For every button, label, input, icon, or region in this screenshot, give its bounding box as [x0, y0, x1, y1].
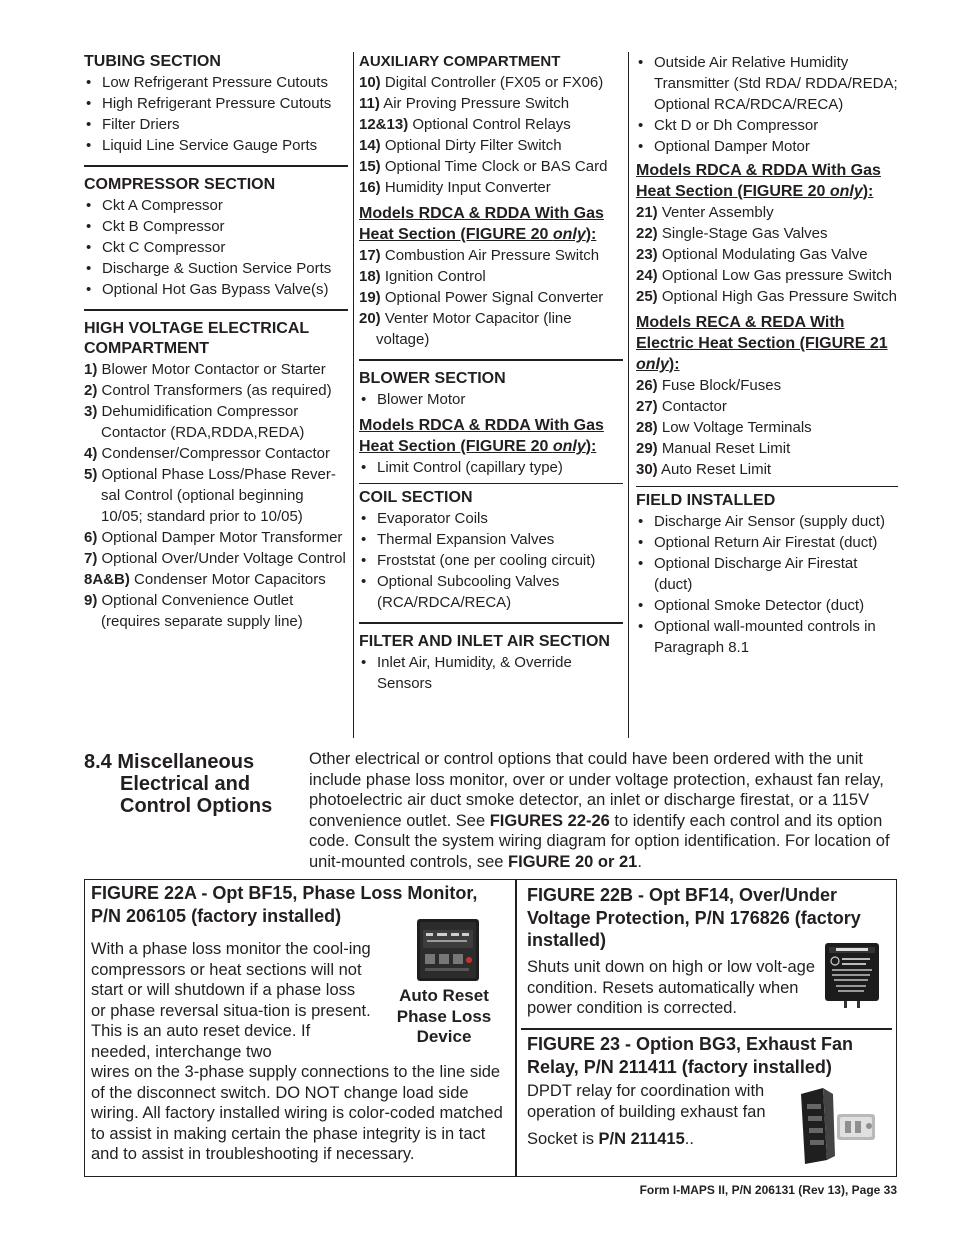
- list-item: • Discharge Air Sensor (supply duct): [636, 511, 898, 532]
- list-item: [359, 177, 623, 198]
- figure-23-socket-text: [527, 1129, 797, 1150]
- list-item: [84, 401, 348, 443]
- exhaust-fan-relay-image: [797, 1086, 879, 1166]
- column-divider: [628, 52, 629, 738]
- list-item: [636, 438, 898, 459]
- gas-heat-heading: [359, 415, 623, 457]
- phase-loss-monitor-image: [415, 916, 481, 984]
- item-text: Optional Time Clock or BAS Card: [384, 158, 608, 175]
- item-number: 19): [359, 289, 381, 306]
- section-divider: [359, 483, 623, 484]
- list-item: [636, 396, 898, 417]
- item-number: 22): [636, 225, 658, 242]
- list-item: • Evaporator Coils: [359, 508, 623, 529]
- item-number: 11): [359, 95, 380, 112]
- list-item: • Froststat (one per cooling circuit): [359, 550, 623, 571]
- compressor-section-heading: COMPRESSOR SECTION: [84, 176, 276, 193]
- tubing-list: [84, 72, 348, 156]
- list-item: • Optional Return Air Firestat (duct): [636, 532, 898, 553]
- gas-heat-list: [636, 202, 898, 307]
- item-text: Control Transformers (as required): [101, 382, 332, 399]
- gas-heat-heading: [636, 160, 898, 202]
- item-text: Optional Control Relays: [412, 116, 571, 133]
- item-text: Optional Convenience Outlet (requires separate supply line): [101, 592, 303, 630]
- list-item: • High Refrigerant Pressure Cutouts: [84, 93, 348, 114]
- device-caption: Auto Reset Phase Loss Device: [396, 986, 492, 1046]
- heading-line: 8.4 Miscellaneous: [84, 751, 255, 773]
- item-text: Manual Reset Limit: [661, 440, 791, 457]
- list-item: [636, 202, 898, 223]
- list-item: [636, 265, 898, 286]
- list-item: [359, 114, 623, 135]
- figure-22a-title: FIGURE 22A - Opt BF15, Phase Loss Monitor, P/N 206105 (factory installed): [91, 883, 478, 926]
- section-divider: [636, 486, 898, 487]
- heading-line: Electrical and: [120, 773, 251, 795]
- coil-list: [359, 508, 623, 613]
- item-number: 21): [636, 204, 658, 221]
- item-text: Air Proving Pressure Switch: [383, 95, 570, 112]
- section-divider: [84, 309, 348, 311]
- item-number: 8A&B): [84, 571, 130, 588]
- list-item: [359, 72, 623, 93]
- list-item: • Filter Driers: [84, 114, 348, 135]
- hv-section-heading: HIGH VOLTAGE ELECTRICAL COMPARTMENT: [84, 320, 309, 357]
- list-item: [359, 245, 623, 266]
- list-item: [84, 590, 348, 632]
- aux-section-heading: AUXILIARY COMPARTMENT: [359, 53, 561, 70]
- section-8-4-body: [309, 749, 899, 873]
- list-item: [359, 93, 623, 114]
- section-divider: [359, 622, 623, 624]
- item-text: Venter Assembly: [661, 204, 774, 221]
- item-text: Auto Reset Limit: [661, 461, 772, 478]
- body-text: to identify each control and its option code. Consult the system wiring diagram for option identification. For location of unit-mounted controls, see: [309, 811, 890, 871]
- figure-22b-title: FIGURE 22B - Opt BF14, Over/Under Voltage Protection, P/N 176826 (factory installed): [527, 885, 861, 950]
- column-1: [84, 52, 348, 632]
- list-item: • Ckt A Compressor: [84, 195, 348, 216]
- item-text: Fuse Block/Fuses: [661, 377, 782, 394]
- column-2: [359, 52, 623, 694]
- section-8-4-heading: [84, 751, 294, 817]
- item-number: 15): [359, 158, 381, 175]
- heading-emphasis: only: [552, 226, 586, 243]
- heading-text: Models RDCA & RDDA With Gas Heat Section (FIGURE 20: [636, 162, 881, 200]
- item-number: 27): [636, 398, 658, 415]
- figure-reference: FIGURES 22-26: [489, 811, 610, 830]
- list-item: • Optional Subcooling Valves (RCA/RDCA/RECA): [359, 571, 623, 613]
- item-number: 26): [636, 377, 658, 394]
- list-item: [636, 244, 898, 265]
- list-item: [359, 266, 623, 287]
- item-number: 14): [359, 137, 381, 154]
- item-text: Condenser Motor Capacitors: [134, 571, 326, 588]
- list-item: [84, 464, 348, 527]
- heading-emphasis: only: [552, 438, 586, 455]
- item-text: Optional Phase Loss/Phase Rever-sal Control (optional beginning 10/05; standard prior to 10/05): [101, 466, 336, 525]
- socket-part-number: P/N 211415: [598, 1130, 685, 1148]
- heading-text: Models RECA & REDA With Electric Heat Section (FIGURE 21: [636, 314, 888, 352]
- column-3: [636, 52, 898, 658]
- list-item: • Optional Smoke Detector (duct): [636, 595, 898, 616]
- figure-reference: FIGURE 20 or 21: [508, 852, 638, 871]
- item-number: 17): [359, 247, 381, 264]
- list-item: [359, 287, 623, 308]
- list-item: • Optional wall-mounted controls in Paragraph 8.1: [636, 616, 898, 658]
- section-divider: [84, 165, 348, 167]
- item-text: Optional Power Signal Converter: [384, 289, 604, 306]
- list-item: [636, 375, 898, 396]
- list-item: [636, 459, 898, 480]
- list-item: • Ckt C Compressor: [84, 237, 348, 258]
- figure-22a-text: With a phase loss monitor the cool-ing compressors or heat sections will not start or will shutdown if a phase loss or phase reversal situa-tion is present. This is an auto reset device. If needed, interchange two: [91, 940, 371, 1061]
- field-installed-heading: FIELD INSTALLED: [636, 492, 776, 509]
- hv-list: [84, 359, 348, 632]
- list-item: [636, 417, 898, 438]
- item-number: 1): [84, 361, 98, 378]
- item-text: Dehumidification Compressor Contactor (RDA,RDDA,REDA): [101, 403, 305, 441]
- heading-text: ):: [585, 438, 597, 455]
- list-item: • Thermal Expansion Valves: [359, 529, 623, 550]
- page-footer: Form I-MAPS II, P/N 206131 (Rev 13), Page 33: [639, 1183, 897, 1197]
- figures-divider: [515, 879, 517, 1177]
- figure-23-title: FIGURE 23 - Option BG3, Exhaust Fan Relay, P/N 211411 (factory installed): [527, 1034, 854, 1077]
- socket-end: ..: [684, 1130, 694, 1148]
- item-number: 29): [636, 440, 658, 457]
- list-item: [636, 223, 898, 244]
- coil-section-heading: COIL SECTION: [359, 489, 473, 506]
- compressor-list: [84, 195, 348, 300]
- field-installed-list: [636, 511, 898, 658]
- item-number: 25): [636, 288, 658, 305]
- item-number: 28): [636, 419, 658, 436]
- item-number: 9): [84, 592, 98, 609]
- item-number: 24): [636, 267, 658, 284]
- list-item: [636, 286, 898, 307]
- item-number: 12&13): [359, 116, 409, 133]
- list-item: • Liquid Line Service Gauge Ports: [84, 135, 348, 156]
- item-text: Optional High Gas Pressure Switch: [661, 288, 897, 305]
- figure-23-text: DPDT relay for coordination with operation of building exhaust fan: [527, 1082, 766, 1121]
- column-divider: [353, 52, 354, 738]
- electric-heat-heading: [636, 312, 898, 375]
- list-item: [84, 380, 348, 401]
- continued-list: [636, 52, 898, 157]
- item-number: 18): [359, 268, 381, 285]
- item-number: 10): [359, 74, 381, 91]
- list-item: • Inlet Air, Humidity, & Override Sensors: [359, 652, 623, 694]
- heading-text: ):: [862, 183, 874, 200]
- heading-emphasis: only: [636, 356, 669, 373]
- item-text: Blower Motor Contactor or Starter: [101, 361, 326, 378]
- item-text: Single-Stage Gas Valves: [661, 225, 828, 242]
- item-number: 7): [84, 550, 98, 567]
- item-text: Condenser/Compressor Contactor: [101, 445, 330, 462]
- list-item: • Optional Hot Gas Bypass Valve(s): [84, 279, 348, 300]
- section-divider: [359, 359, 623, 361]
- blower-list: [359, 389, 623, 410]
- item-text: Combustion Air Pressure Switch: [384, 247, 600, 264]
- electric-heat-list: [636, 375, 898, 480]
- list-item: [84, 527, 348, 548]
- item-text: Optional Low Gas pressure Switch: [661, 267, 892, 284]
- list-item: • Discharge & Suction Service Ports: [84, 258, 348, 279]
- list-item: [84, 359, 348, 380]
- tubing-section-heading: TUBING SECTION: [84, 53, 221, 70]
- list-item: [359, 156, 623, 177]
- blower-section-heading: BLOWER SECTION: [359, 370, 506, 387]
- item-number: 5): [84, 466, 98, 483]
- item-number: 16): [359, 179, 381, 196]
- figures-divider: [521, 1028, 892, 1030]
- list-item: • Low Refrigerant Pressure Cutouts: [84, 72, 348, 93]
- item-text: Optional Damper Motor Transformer: [101, 529, 343, 546]
- list-item: [84, 443, 348, 464]
- item-number: 2): [84, 382, 98, 399]
- list-item: [84, 569, 348, 590]
- figure-22a-text-continued: wires on the 3-phase supply connections to the line side of the disconnect switch. DO NOT change load side wiring. All factory installed wiring is color-coded matched to assist in making certain the phase integrity is in tact and to assist in troubleshooting if necessary.: [91, 1063, 503, 1164]
- voltage-monitor-image: [822, 941, 882, 1009]
- list-item: • Limit Control (capillary type): [359, 457, 623, 478]
- list-item: [359, 308, 623, 350]
- item-text: Digital Controller (FX05 or FX06): [384, 74, 604, 91]
- list-item: • Blower Motor: [359, 389, 623, 410]
- item-text: Venter Motor Capacitor (line voltage): [376, 310, 572, 348]
- heading-text: ):: [585, 226, 597, 243]
- item-text: Humidity Input Converter: [384, 179, 551, 196]
- gas-heat-list: [359, 245, 623, 350]
- list-item: [359, 135, 623, 156]
- item-number: 4): [84, 445, 98, 462]
- item-number: 30): [636, 461, 658, 478]
- item-text: Ignition Control: [384, 268, 486, 285]
- item-text: Contactor: [661, 398, 727, 415]
- figure-22b-text: Shuts unit down on high or low volt-age condition. Resets automatically when power condition is corrected.: [527, 958, 816, 1018]
- list-item: • Optional Damper Motor: [636, 136, 898, 157]
- list-item: • Ckt B Compressor: [84, 216, 348, 237]
- filter-list: [359, 652, 623, 694]
- item-text: Optional Over/Under Voltage Control: [101, 550, 346, 567]
- gas-heat-heading: [359, 203, 623, 245]
- body-text: .: [637, 852, 642, 871]
- heading-text: Models RDCA & RDDA With Gas Heat Section (FIGURE 20: [359, 205, 604, 243]
- list-item: • Ckt D or Dh Compressor: [636, 115, 898, 136]
- list-item: • Outside Air Relative Humidity Transmitter (Std RDA/ RDDA/REDA; Optional RCA/RDCA/RECA): [636, 52, 898, 115]
- aux-list: [359, 72, 623, 198]
- body-text: Other electrical or control options that could have been ordered with the unit include phase loss monitor, over or under voltage protection, exhaust fan relay, photoelectric air duct smoke detector, an inlet or discharge firestat, or a 115V convenience outlet. See: [309, 750, 884, 830]
- heading-line: Control Options: [120, 795, 273, 817]
- item-number: 3): [84, 403, 98, 420]
- filter-section-heading: FILTER AND INLET AIR SECTION: [359, 633, 610, 650]
- list-item: • Optional Discharge Air Firestat (duct): [636, 553, 898, 595]
- heading-text: Models RDCA & RDDA With Gas Heat Section (FIGURE 20: [359, 417, 604, 455]
- list-item: [84, 548, 348, 569]
- item-text: Optional Modulating Gas Valve: [661, 246, 868, 263]
- item-number: 23): [636, 246, 658, 263]
- limit-control-list: [359, 457, 623, 478]
- item-number: 6): [84, 529, 98, 546]
- heading-emphasis: only: [829, 183, 863, 200]
- item-number: 20): [359, 310, 381, 327]
- item-text: Low Voltage Terminals: [661, 419, 812, 436]
- socket-label: Socket is: [527, 1130, 599, 1148]
- item-text: Optional Dirty Filter Switch: [384, 137, 562, 154]
- heading-text: ):: [668, 356, 680, 373]
